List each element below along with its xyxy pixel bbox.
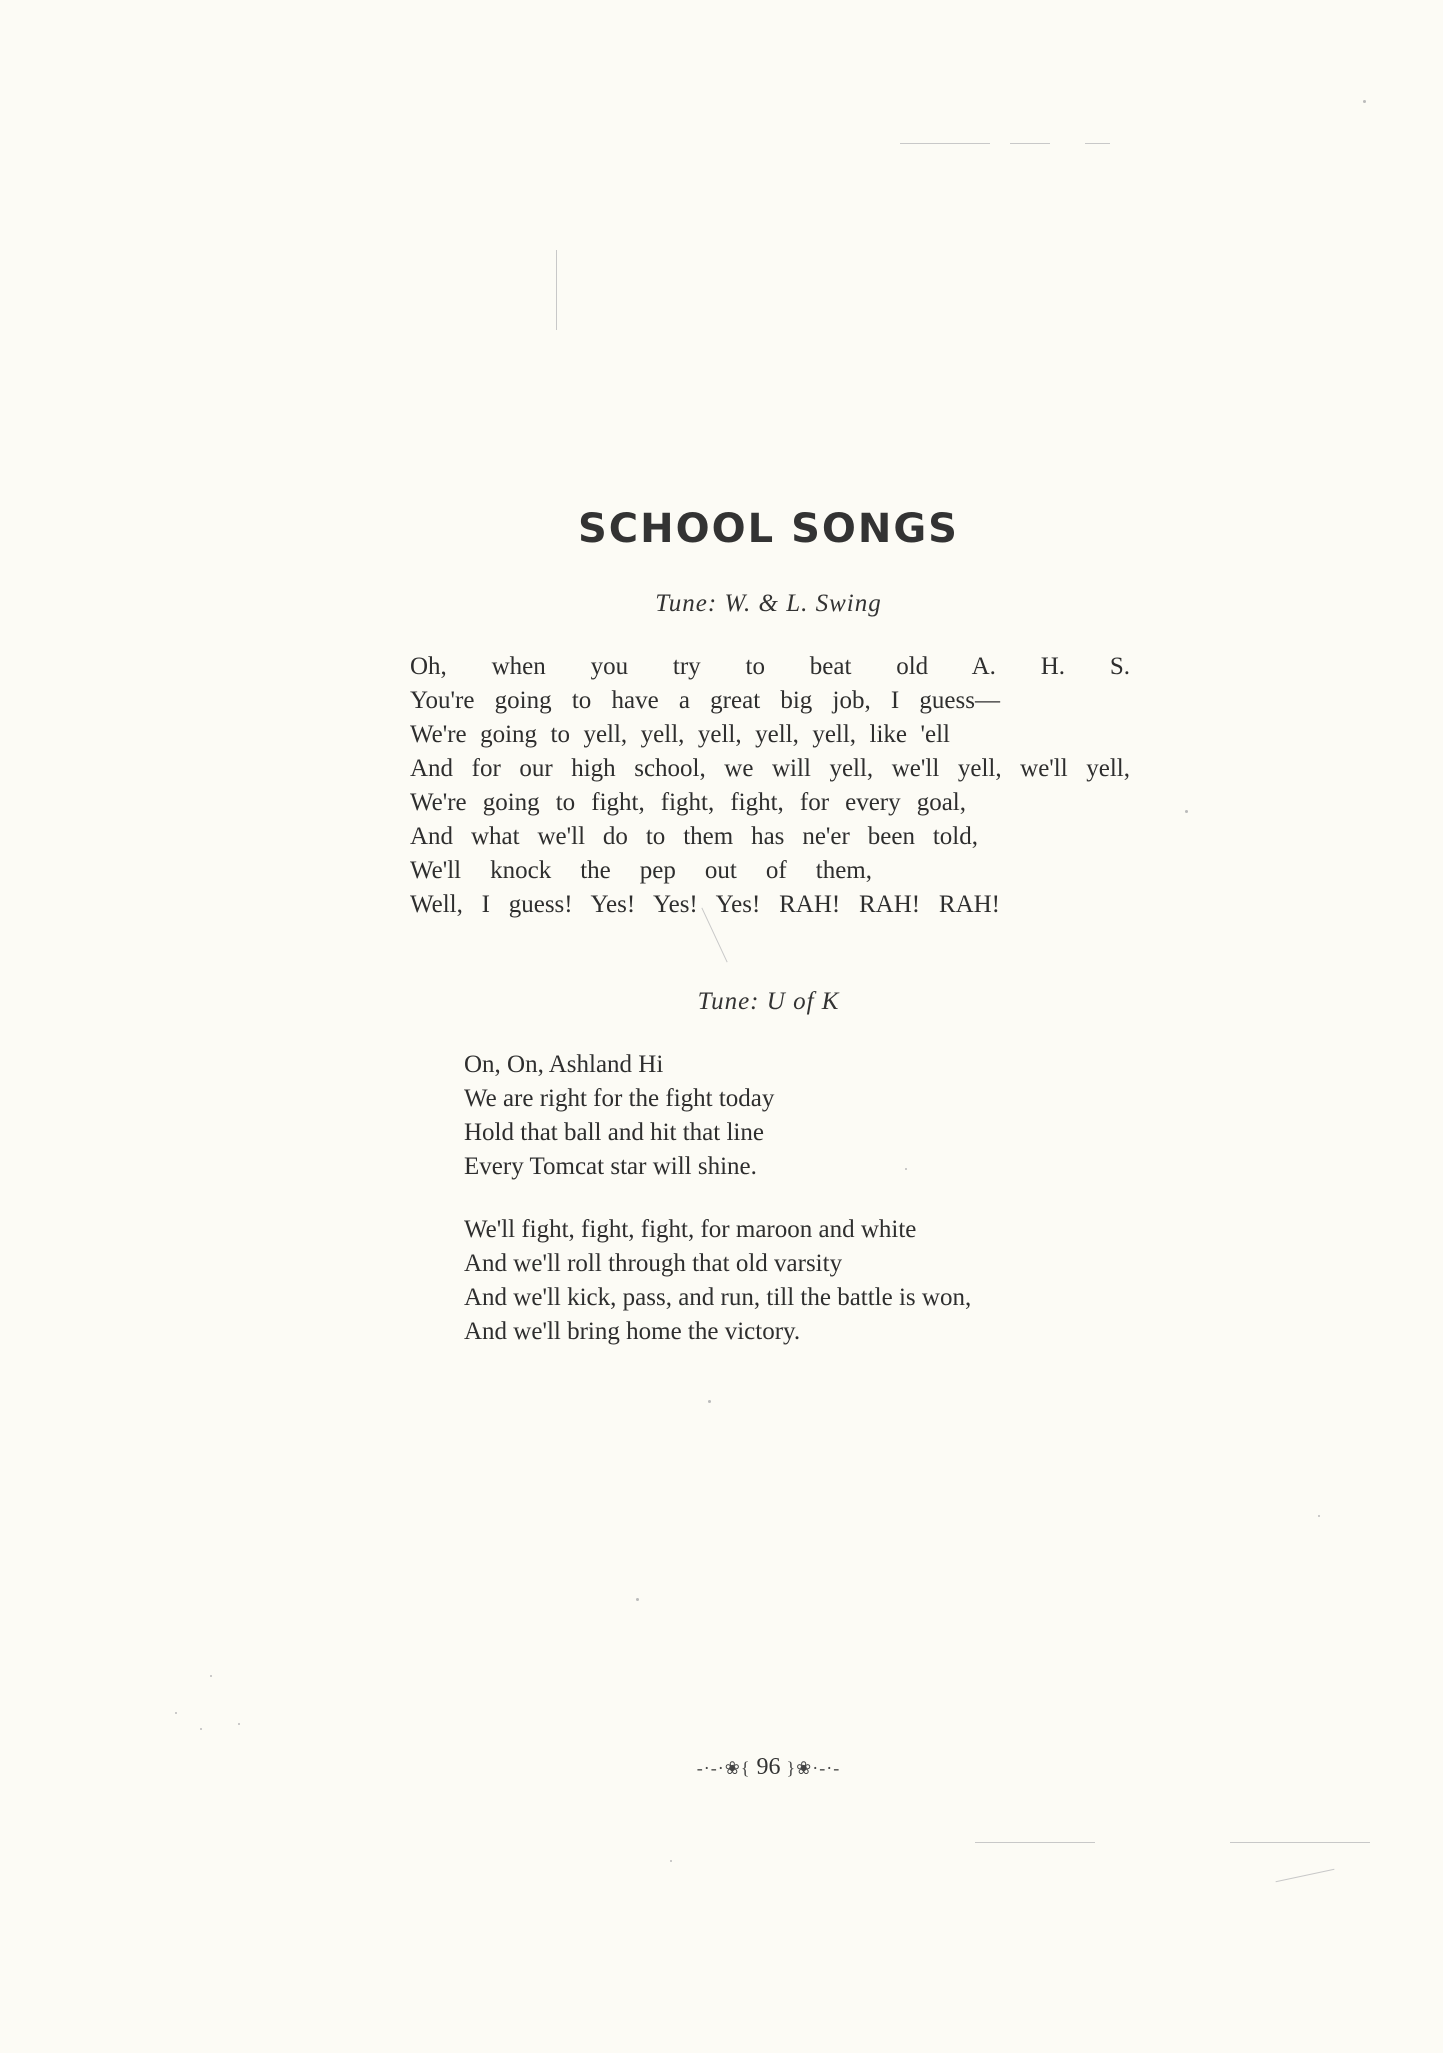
scan-dash <box>900 143 990 144</box>
scan-speck <box>200 1728 202 1730</box>
verse <box>464 1048 774 1184</box>
scan-speck <box>1363 100 1366 103</box>
scan-scratch <box>556 250 557 330</box>
scan-speck <box>1318 1515 1320 1517</box>
verse-line: On, On, Ashland Hi <box>464 1051 664 1078</box>
verse-line: We're going to fight, fight, fight, for every goal, <box>410 789 966 816</box>
scan-speck <box>708 1400 711 1403</box>
ornament-right-icon: }❀·-·- <box>786 1758 841 1778</box>
verse-line: And we'll bring home the victory. <box>464 1318 801 1345</box>
tune-heading: Tune: U of K <box>697 988 840 1015</box>
scan-speck <box>238 1723 240 1725</box>
verse-line: And we'll kick, pass, and run, till the battle is won, <box>464 1284 972 1311</box>
scan-dash <box>1276 1869 1335 1882</box>
verse-line: And we'll roll through that old varsity <box>464 1250 843 1277</box>
verse <box>410 650 1130 922</box>
verse-line: Hold that ball and hit that line <box>464 1119 764 1146</box>
verse-line: You're going to have a great big job, I guess— <box>410 687 1000 714</box>
scan-dash <box>1230 1842 1370 1843</box>
scan-dash <box>975 1842 1095 1843</box>
page-title: SCHOOL SONGS <box>578 506 959 552</box>
verse-line: We'll fight, fight, fight, for maroon and white <box>464 1216 917 1243</box>
verse-line: We'll knock the pep out of them, <box>410 857 872 884</box>
verse-line: And what we'll do to them has ne'er been told, <box>410 823 978 850</box>
page-number-value: 96 <box>756 1754 781 1780</box>
page-number <box>0 1754 1443 1781</box>
verse-line: Well, I guess! Yes! Yes! Yes! RAH! RAH! RAH! <box>410 891 1000 918</box>
ornament-left-icon: -·-·❀{ <box>696 1758 751 1778</box>
scan-speck <box>210 1675 212 1677</box>
scan-speck <box>636 1598 639 1601</box>
verse-line: Every Tomcat star will shine. <box>464 1153 757 1180</box>
scan-dash <box>1085 143 1110 144</box>
verse-line: We're going to yell, yell, yell, yell, yell, like 'ell <box>410 721 950 748</box>
scan-speck <box>1185 810 1188 813</box>
verse-line: Oh, when you try to beat old A. H. S. <box>410 653 1130 680</box>
scan-speck <box>905 1168 907 1170</box>
scan-dash <box>1010 143 1050 144</box>
scan-speck <box>175 1712 177 1714</box>
scan-speck <box>670 1860 672 1862</box>
verse-line: We are right for the fight today <box>464 1085 775 1112</box>
verse-line: And for our high school, we will yell, we'll yell, we'll yell, <box>410 755 1130 782</box>
verse <box>464 1213 971 1349</box>
tune-heading: Tune: W. & L. Swing <box>655 590 882 617</box>
